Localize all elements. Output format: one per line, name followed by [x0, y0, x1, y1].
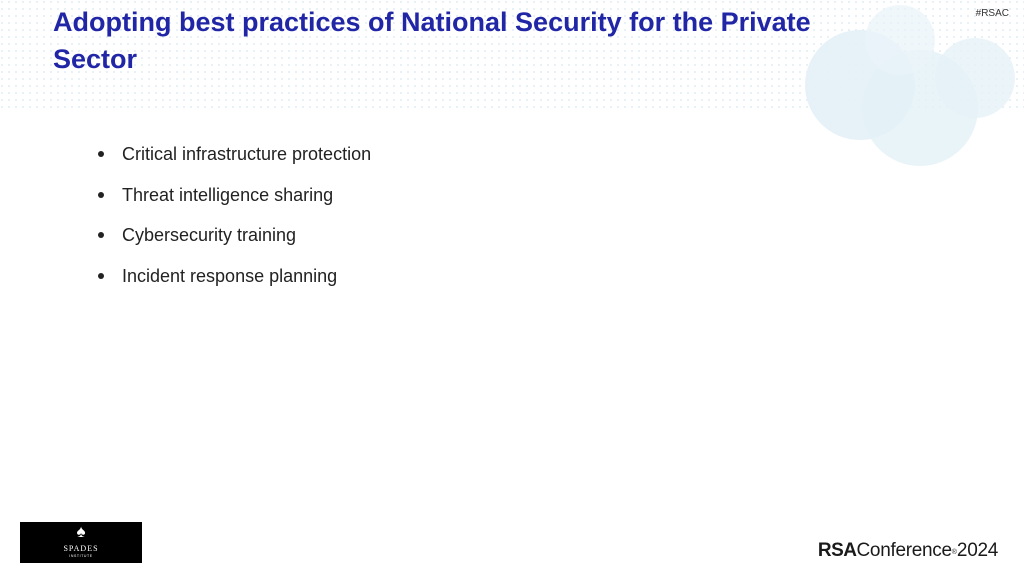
slide-title: Adopting best practices of National Security for the Private Sector	[53, 7, 811, 74]
rsac-hashtag: #RSAC	[975, 8, 1009, 19]
bullet-item	[96, 141, 371, 182]
conference-year: 2024	[956, 540, 998, 561]
bullet-text: Threat intelligence sharing	[122, 184, 334, 205]
rsa-brand-text: RSA	[817, 540, 857, 561]
bullet-text: Cybersecurity training	[122, 225, 297, 245]
registered-mark: ®	[951, 549, 957, 556]
spades-institute-logo	[20, 522, 142, 563]
bullet-item	[96, 263, 371, 304]
bullet-item	[96, 182, 371, 223]
bullet-list	[96, 141, 371, 303]
bullet-dot-icon	[98, 273, 104, 279]
rsa-conference-logo	[818, 539, 998, 563]
bullet-dot-icon	[98, 232, 104, 238]
sponsor-logo-subtext: INSTITUTE	[69, 554, 93, 558]
bullet-dot-icon	[98, 192, 104, 198]
bullet-dot-icon	[98, 151, 104, 157]
bullet-text: Critical infrastructure protection	[122, 144, 372, 164]
conference-word: Conference	[856, 540, 952, 561]
bullet-text: Incident response planning	[122, 265, 338, 286]
bullet-item	[96, 222, 371, 263]
spade-icon: ♠	[76, 522, 86, 541]
sponsor-logo-name: SPADES	[63, 544, 99, 553]
